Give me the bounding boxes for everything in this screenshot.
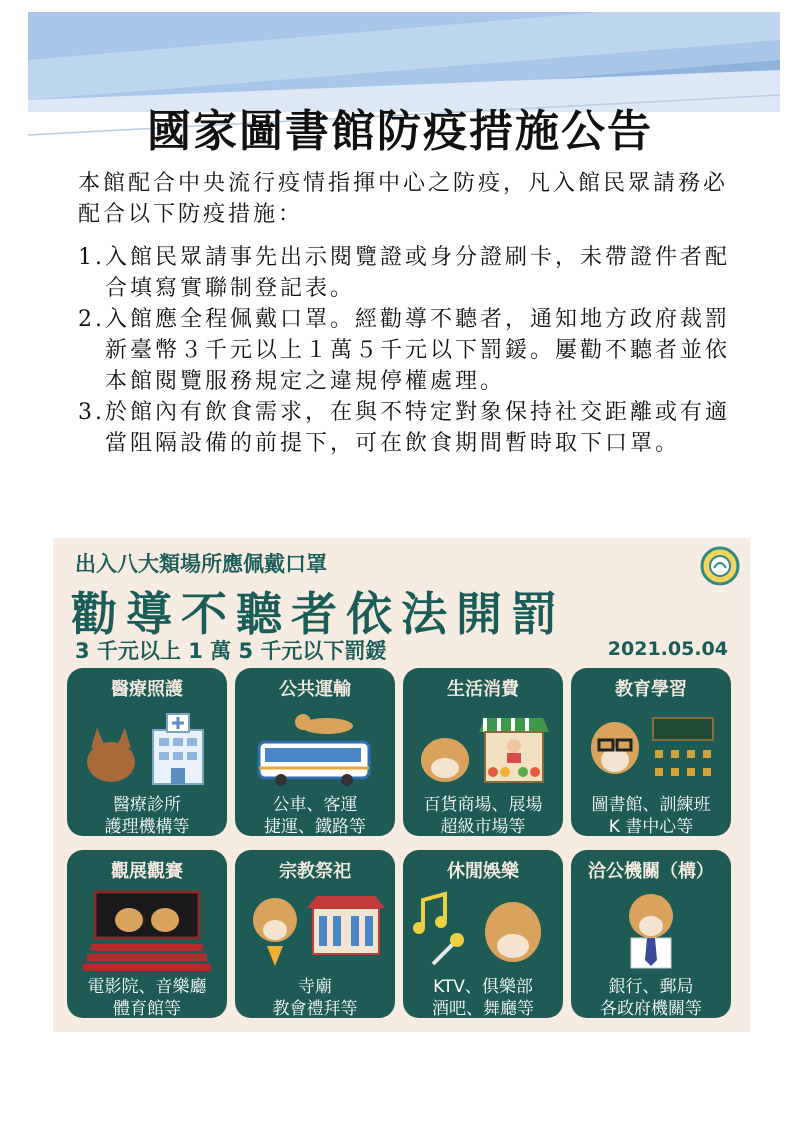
poster-date: 2021.05.04 [607, 638, 728, 660]
notice-body [78, 168, 738, 459]
list-item: 1. 入館民眾請事先出示閱覽證或身分證刷卡，未帶證件者配合填寫實聯制登記表。 [78, 245, 731, 301]
rule-list [78, 242, 738, 459]
category-card-government: 洽公機關（構） 銀行、郵局 各政府機關等 [571, 850, 731, 1018]
category-card-leisure: 休閒娛樂 KTV、俱樂部 酒吧、舞廳等 [403, 850, 563, 1018]
office-worker-icon [577, 886, 725, 972]
list-item: 2. 入館應全程佩戴口罩。經勸導不聽者，通知地方政府裁罰新臺幣３千元以上１萬５千元以下罰鍰。屢勸不聽者並依本館閱覽服務規定之違規停權處理。 [78, 307, 731, 394]
list-item: 3. 於館內有飲食需求，在與不特定對象保持社交距離或有適當阻隔設備的前提下，可在飲食期間暫時取下口罩。 [78, 400, 731, 456]
category-card-medical: 醫療照護 醫療診所 護理機構等 [67, 668, 227, 836]
category-card-exhibition: 觀展觀賽 電影院、音樂廳 體育館等 [67, 850, 227, 1018]
temple-icon [241, 886, 389, 972]
category-card-consumer: 生活消費 百貨商場、展場 超級市場等 [403, 668, 563, 836]
hospital-icon [73, 704, 221, 790]
poster-headline: 勸導不聽者依法開罰 [71, 587, 566, 641]
market-stall-icon [409, 704, 557, 790]
poster-subtitle: 出入八大類場所應佩戴口罩 [75, 552, 327, 576]
category-card-religion: 宗教祭祀 寺廟 教會禮拜等 [235, 850, 395, 1018]
cdc-seal-icon [700, 546, 740, 586]
bus-icon [241, 704, 389, 790]
intro-paragraph: 本館配合中央流行疫情指揮中心之防疫，凡入館民眾請務必配合以下防疫措施： [78, 171, 729, 227]
page-title: 國家圖書館防疫措施公告 [147, 106, 653, 157]
poster-fine: 3 千元以上 1 萬 5 千元以下罰鍰 [75, 639, 387, 663]
mask-poster [53, 538, 750, 1032]
cinema-icon [73, 886, 221, 972]
music-note-icon [409, 886, 557, 972]
category-card-education: 教育學習 圖書館、訓練班 K 書中心等 [571, 668, 731, 836]
classroom-icon [577, 704, 725, 790]
category-card-transport: 公共運輸 公車、客運 捷運、鐵路等 [235, 668, 395, 836]
